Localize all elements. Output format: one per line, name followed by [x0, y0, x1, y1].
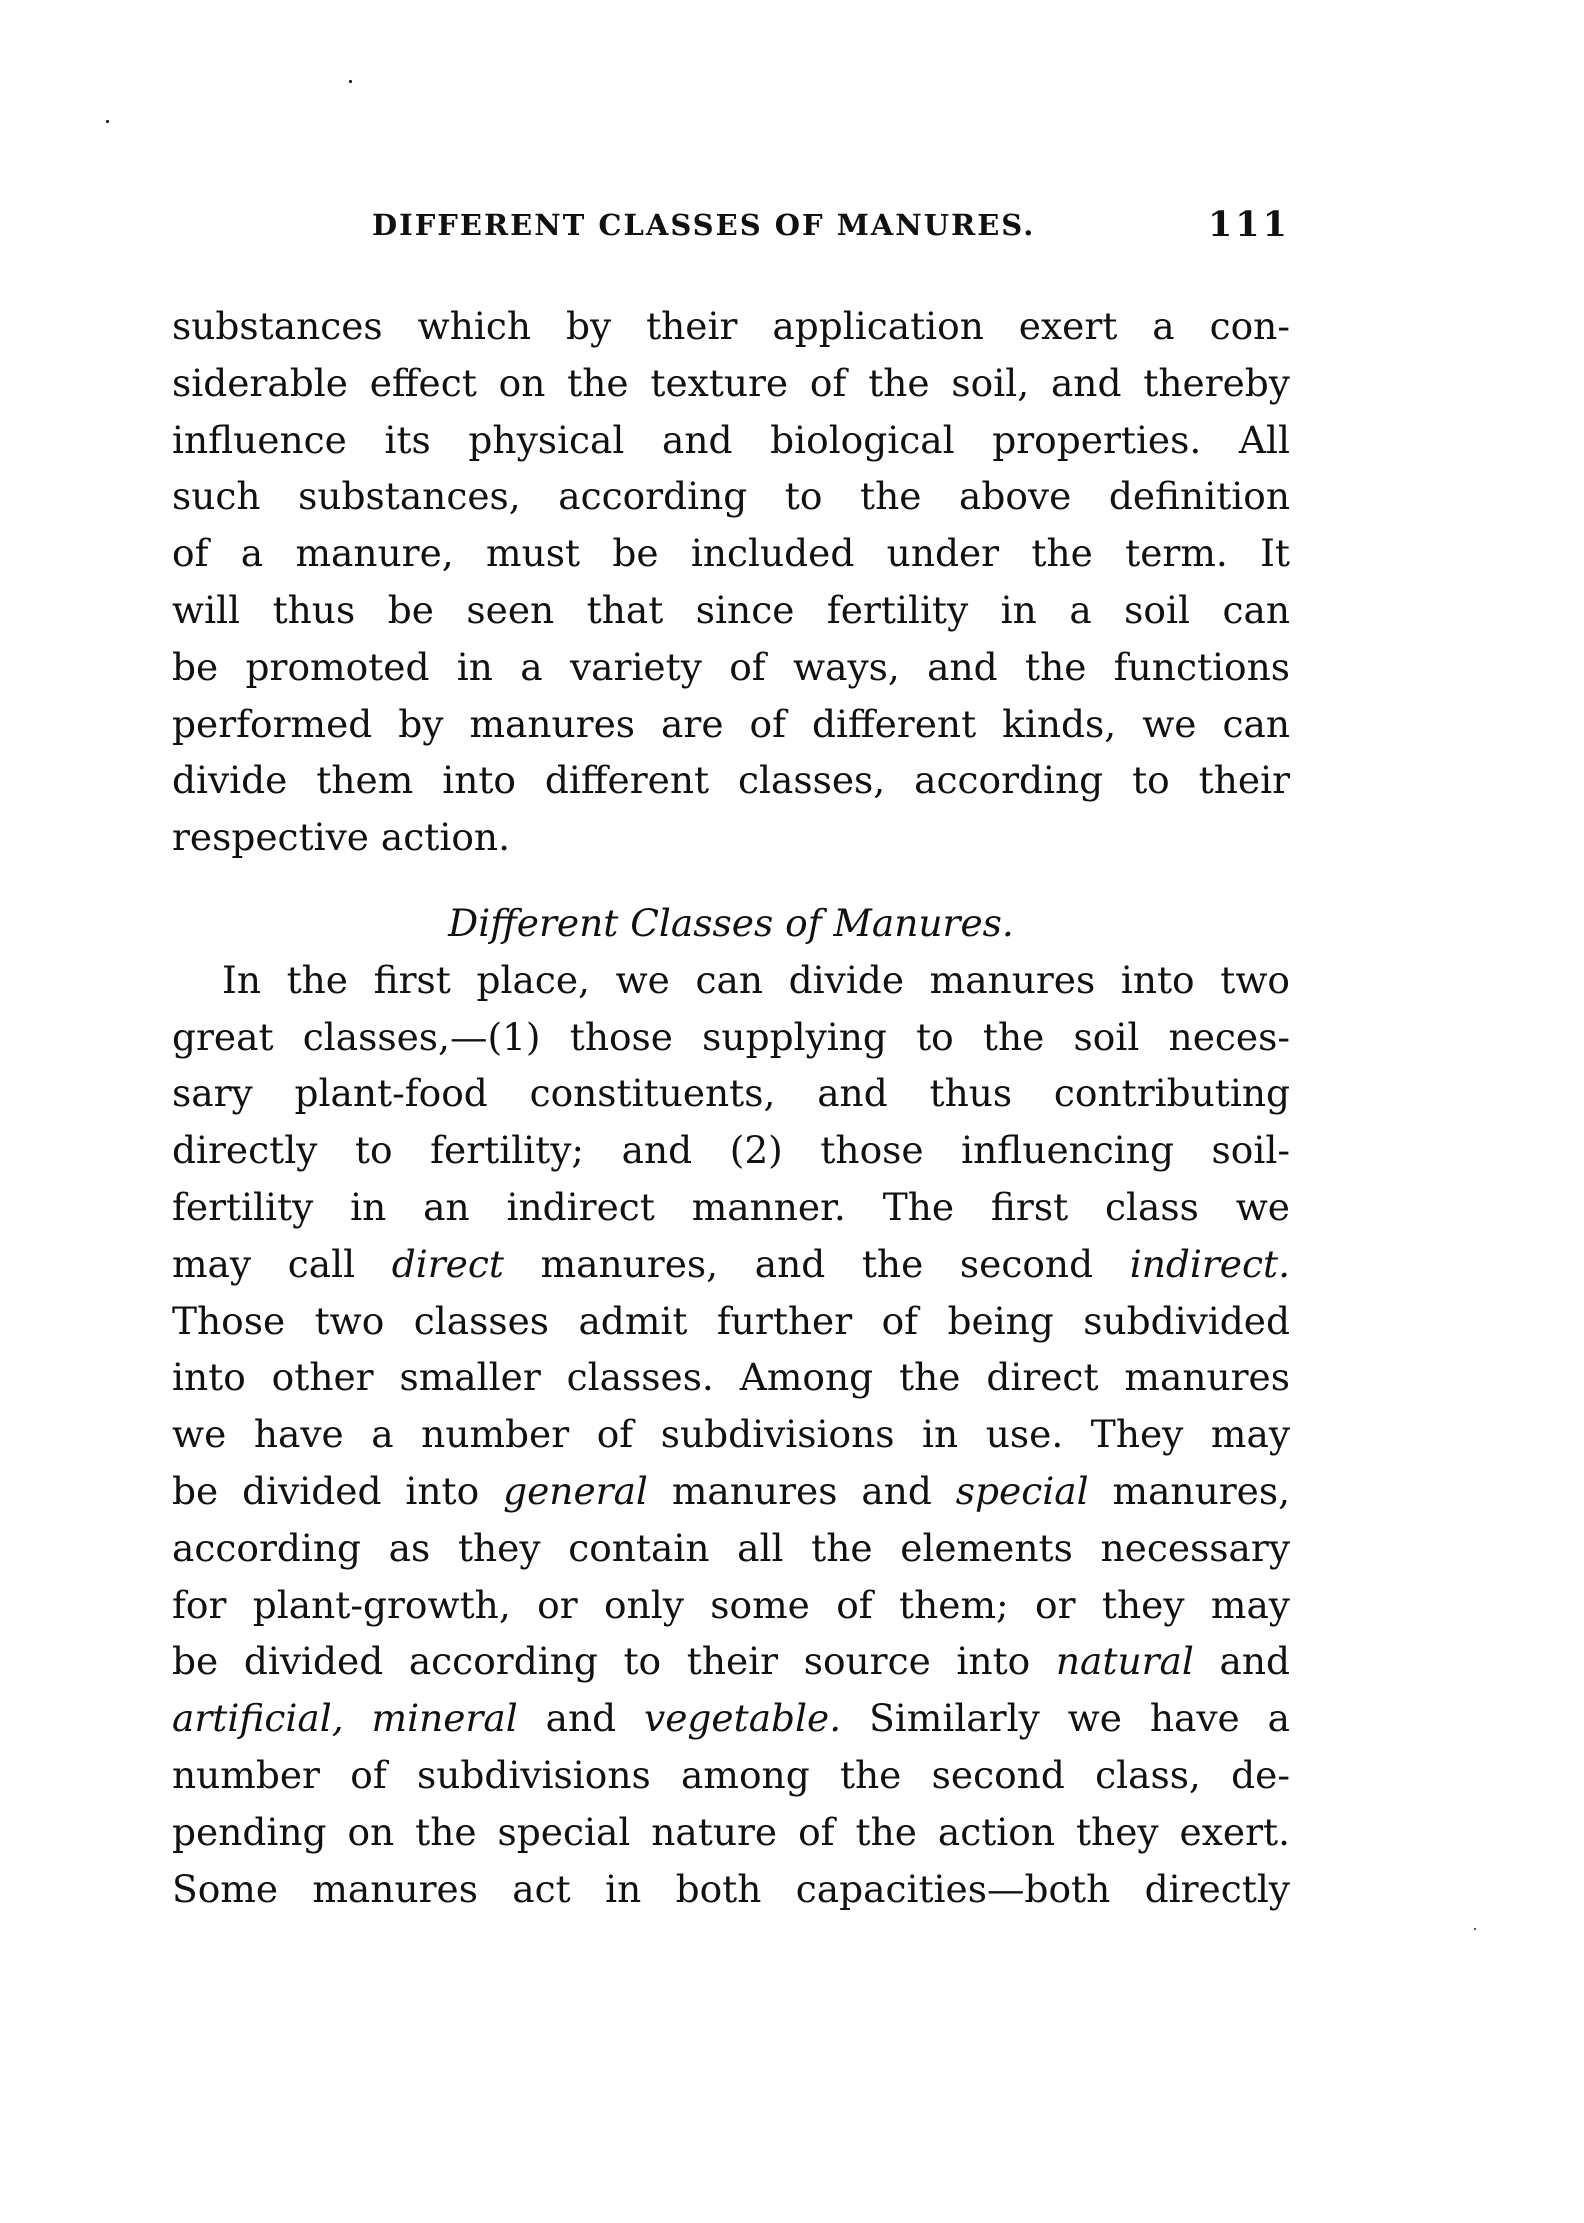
italic-term: direct	[391, 1241, 504, 1286]
text-run: be divided according to their source into	[172, 1639, 1031, 1684]
italic-term: special	[955, 1468, 1089, 1513]
running-title: DIFFERENT CLASSES OF MANURES.	[372, 208, 1036, 242]
scan-speck	[349, 80, 352, 83]
text-run: and	[1219, 1639, 1291, 1684]
text-line: fertility in an indirect manner. The first class we	[172, 1184, 1290, 1229]
text-line: sary plant-food constituents, and thus contributing	[172, 1071, 1290, 1116]
running-head	[372, 204, 1290, 252]
text-line	[172, 1690, 1290, 1747]
text-line: siderable effect on the texture of the soil, and thereby	[172, 360, 1290, 405]
text-line: influence its physical and biological properties. All	[172, 417, 1290, 462]
paragraph	[172, 952, 1290, 1918]
text-run: manures and	[671, 1468, 932, 1513]
text-line: number of subdivisions among the second class, de-	[172, 1752, 1290, 1797]
scan-speck	[1474, 1928, 1476, 1930]
text-line: In the first place, we can divide manures into two	[222, 957, 1290, 1002]
italic-term: general	[503, 1468, 648, 1513]
paragraph-continuation	[172, 298, 1290, 866]
italic-term: indirect.	[1129, 1241, 1290, 1286]
italic-term: natural	[1055, 1639, 1194, 1684]
italic-term: mineral	[371, 1696, 518, 1741]
text-run: manures,	[1112, 1468, 1291, 1513]
text-line: pending on the special nature of the action they exert.	[172, 1809, 1290, 1854]
spacer	[172, 866, 1290, 895]
text-line: divide them into different classes, according to their	[172, 758, 1290, 803]
text-line: respective action.	[172, 815, 510, 860]
text-line: be promoted in a variety of ways, and the functions	[172, 644, 1290, 689]
text-line: Those two classes admit further of being subdivided	[172, 1298, 1290, 1343]
section-heading: Different Classes of Manures.	[448, 900, 1014, 945]
italic-term: artificial,	[172, 1696, 344, 1741]
text-line: substances which by their application exert a con-	[172, 304, 1290, 348]
scan-speck	[106, 120, 109, 123]
page-number: 111	[1207, 204, 1290, 245]
text-run: Similarly we have a	[869, 1696, 1291, 1741]
text-line	[172, 1463, 1290, 1520]
text-run: and	[545, 1696, 617, 1741]
text-line: such substances, according to the above definition	[172, 474, 1290, 519]
text-line: directly to fertility; and (2) those influencing soil-	[172, 1128, 1290, 1173]
text-line	[172, 1633, 1290, 1690]
text-line: great classes,—(1) those supplying to the soil neces-	[172, 1014, 1290, 1059]
text-line: for plant-growth, or only some of them; or they may	[172, 1582, 1290, 1627]
text-line: into other smaller classes. Among the direct manures	[172, 1355, 1290, 1400]
text-run: manures, and the second	[540, 1241, 1094, 1286]
text-line: performed by manures are of different kinds, we can	[172, 701, 1290, 746]
text-line: according as they contain all the elements necessary	[172, 1525, 1290, 1570]
text-line	[172, 1236, 1290, 1293]
text-line: we have a number of subdivisions in use. They may	[172, 1412, 1290, 1457]
body-text	[172, 298, 1290, 1917]
text-run: be divided into	[172, 1468, 480, 1513]
text-line: will thus be seen that since fertility in a soil can	[172, 587, 1290, 632]
text-run: may call	[172, 1241, 356, 1286]
text-line: Some manures act in both capacities—both directly	[172, 1866, 1290, 1911]
text-line: of a manure, must be included under the term. It	[172, 531, 1290, 576]
italic-term: vegetable.	[644, 1696, 842, 1741]
